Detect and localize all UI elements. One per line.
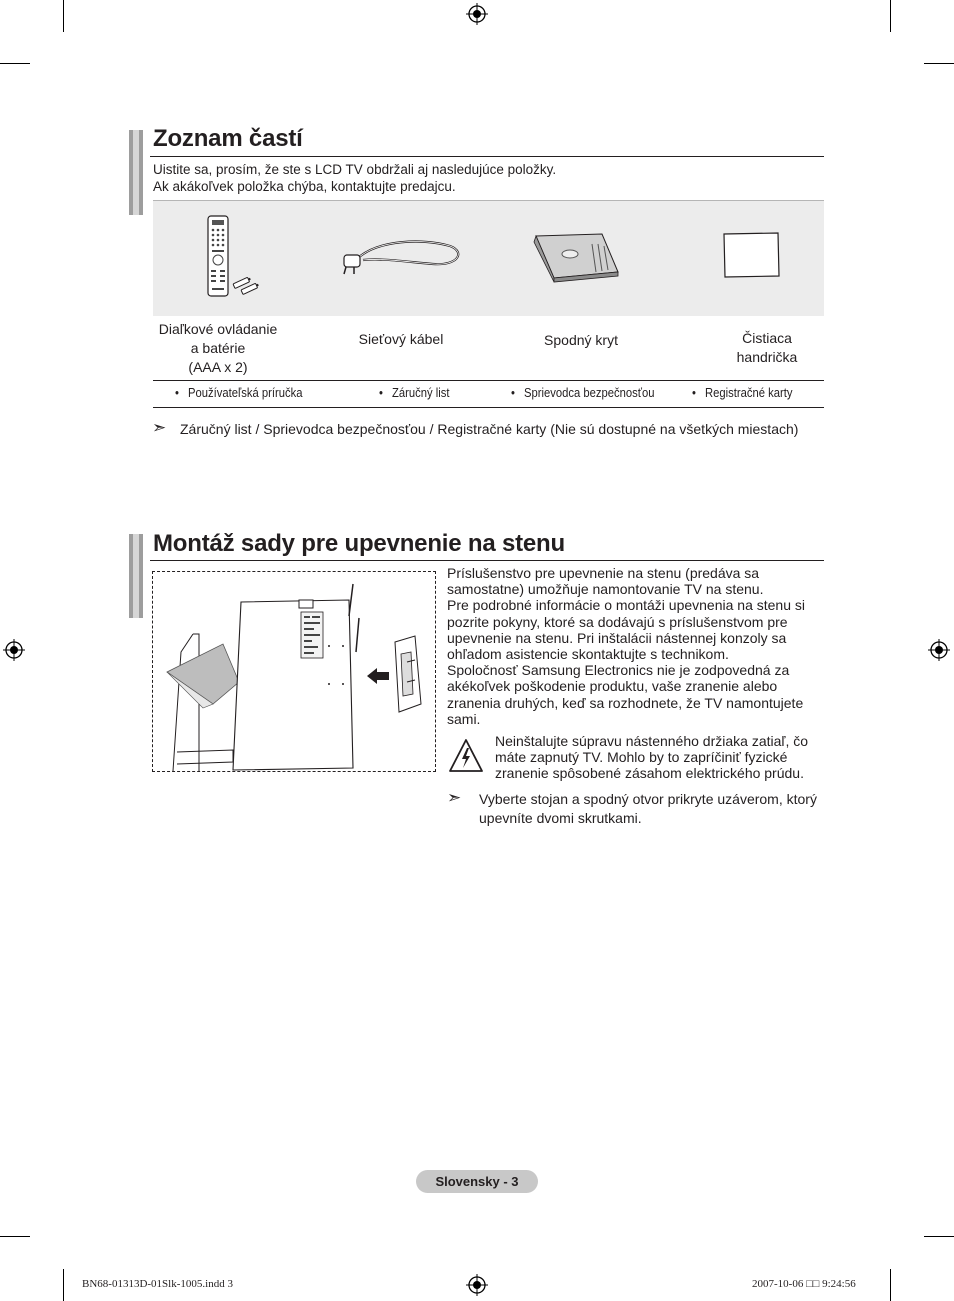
warning-text: Neinštalujte súpravu nástenného držiaka zatiaľ, čo máte zapnutý TV. Mohlo by to zapríčiniť fyzické zranenie spôsobené zásahom elektrického prúdu.: [495, 733, 809, 782]
cleaning-cloth-icon: [720, 230, 782, 280]
parts-intro: Uistite sa, prosím, že ste s LCD TV obdržali aj nasledujúce položky. Ak akákoľvek položka chýba, kontaktujte predajcu.: [153, 162, 557, 194]
item-label-bottom-cover: Spodný kryt: [544, 332, 618, 348]
registration-mark-icon: [3, 639, 25, 661]
remote-control-icon: [203, 214, 263, 298]
document-item: • Záručný list: [379, 386, 450, 400]
section-marker-bar: [129, 130, 143, 215]
footer-timestamp: 2007-10-06 □□ 9:24:56: [752, 1278, 856, 1290]
footer-file-name: BN68-01313D-01Slk-1005.indd 3: [82, 1278, 233, 1290]
power-cord-icon: [338, 236, 463, 278]
bottom-cover-icon: [530, 230, 622, 284]
crop-mark: [0, 1236, 30, 1237]
wall-mount-illustration: [152, 571, 436, 772]
crop-mark: [0, 63, 30, 64]
crop-mark: [890, 1269, 891, 1301]
item-label-remote: Diaľkové ovládanie a batérie (AAA x 2): [158, 321, 278, 375]
registration-mark-icon: [466, 1274, 488, 1296]
documents-row: [153, 380, 824, 408]
item-label-power-cord: Sieťový kábel: [358, 331, 444, 347]
section-marker-bar: [129, 534, 143, 618]
section-title-wall-mount: Montáž sady pre upevnenie na stenu: [153, 530, 565, 557]
item-label-cleaning-cloth: Čistiaca handrička: [736, 330, 798, 365]
section-title-parts: Zoznam častí: [153, 125, 303, 152]
note-arrow-icon: ➣: [447, 788, 462, 807]
crop-mark: [924, 1236, 954, 1237]
tv-wall-mount-diagram-icon: [153, 572, 435, 771]
registration-mark-icon: [466, 3, 488, 25]
page-number: Slovensky - 3: [416, 1170, 538, 1193]
document-item: • Registračné karty: [692, 386, 793, 400]
document-item: • Sprievodca bezpečnosťou: [511, 386, 655, 400]
wall-mount-note: Vyberte stojan a spodný otvor prikryte uzáverom, ktorý upevníte dvomi skrutkami.: [479, 791, 817, 826]
crop-mark: [63, 1269, 64, 1301]
note-arrow-icon: ➣: [152, 418, 167, 437]
parts-note: Záručný list / Sprievodca bezpečnosťou / Registračné karty (Nie sú dostupné na všetkých miestach): [180, 421, 799, 437]
crop-mark: [63, 0, 64, 32]
wall-mount-description: Príslušenstvo pre upevnenie na stenu (predáva sa samostatne) umožňuje namontovanie TV na stenu. Pre podrobné informácie o montáži upevnenia na stenu si pozrite pokyny, ktoré sa dodávajú s príslušenstvom pre upevnenie na stenu. Pri inštalácii nástennej konzoly sa ohľadom asistencie skontaktujte s technikom. Spoločnosť Samsung Electronics nie je zodpovedná za akékoľvek poškodenie produktu, vaše zranenie alebo zranenia druhých, keď sa rozhodnete, že TV namontujete sami.: [447, 565, 805, 727]
title-rule: [150, 560, 824, 561]
title-rule: [150, 156, 824, 157]
registration-mark-icon: [928, 639, 950, 661]
electric-shock-warning-icon: [448, 738, 484, 774]
crop-mark: [890, 0, 891, 32]
document-item: • Používateľská príručka: [175, 386, 303, 400]
crop-mark: [924, 63, 954, 64]
